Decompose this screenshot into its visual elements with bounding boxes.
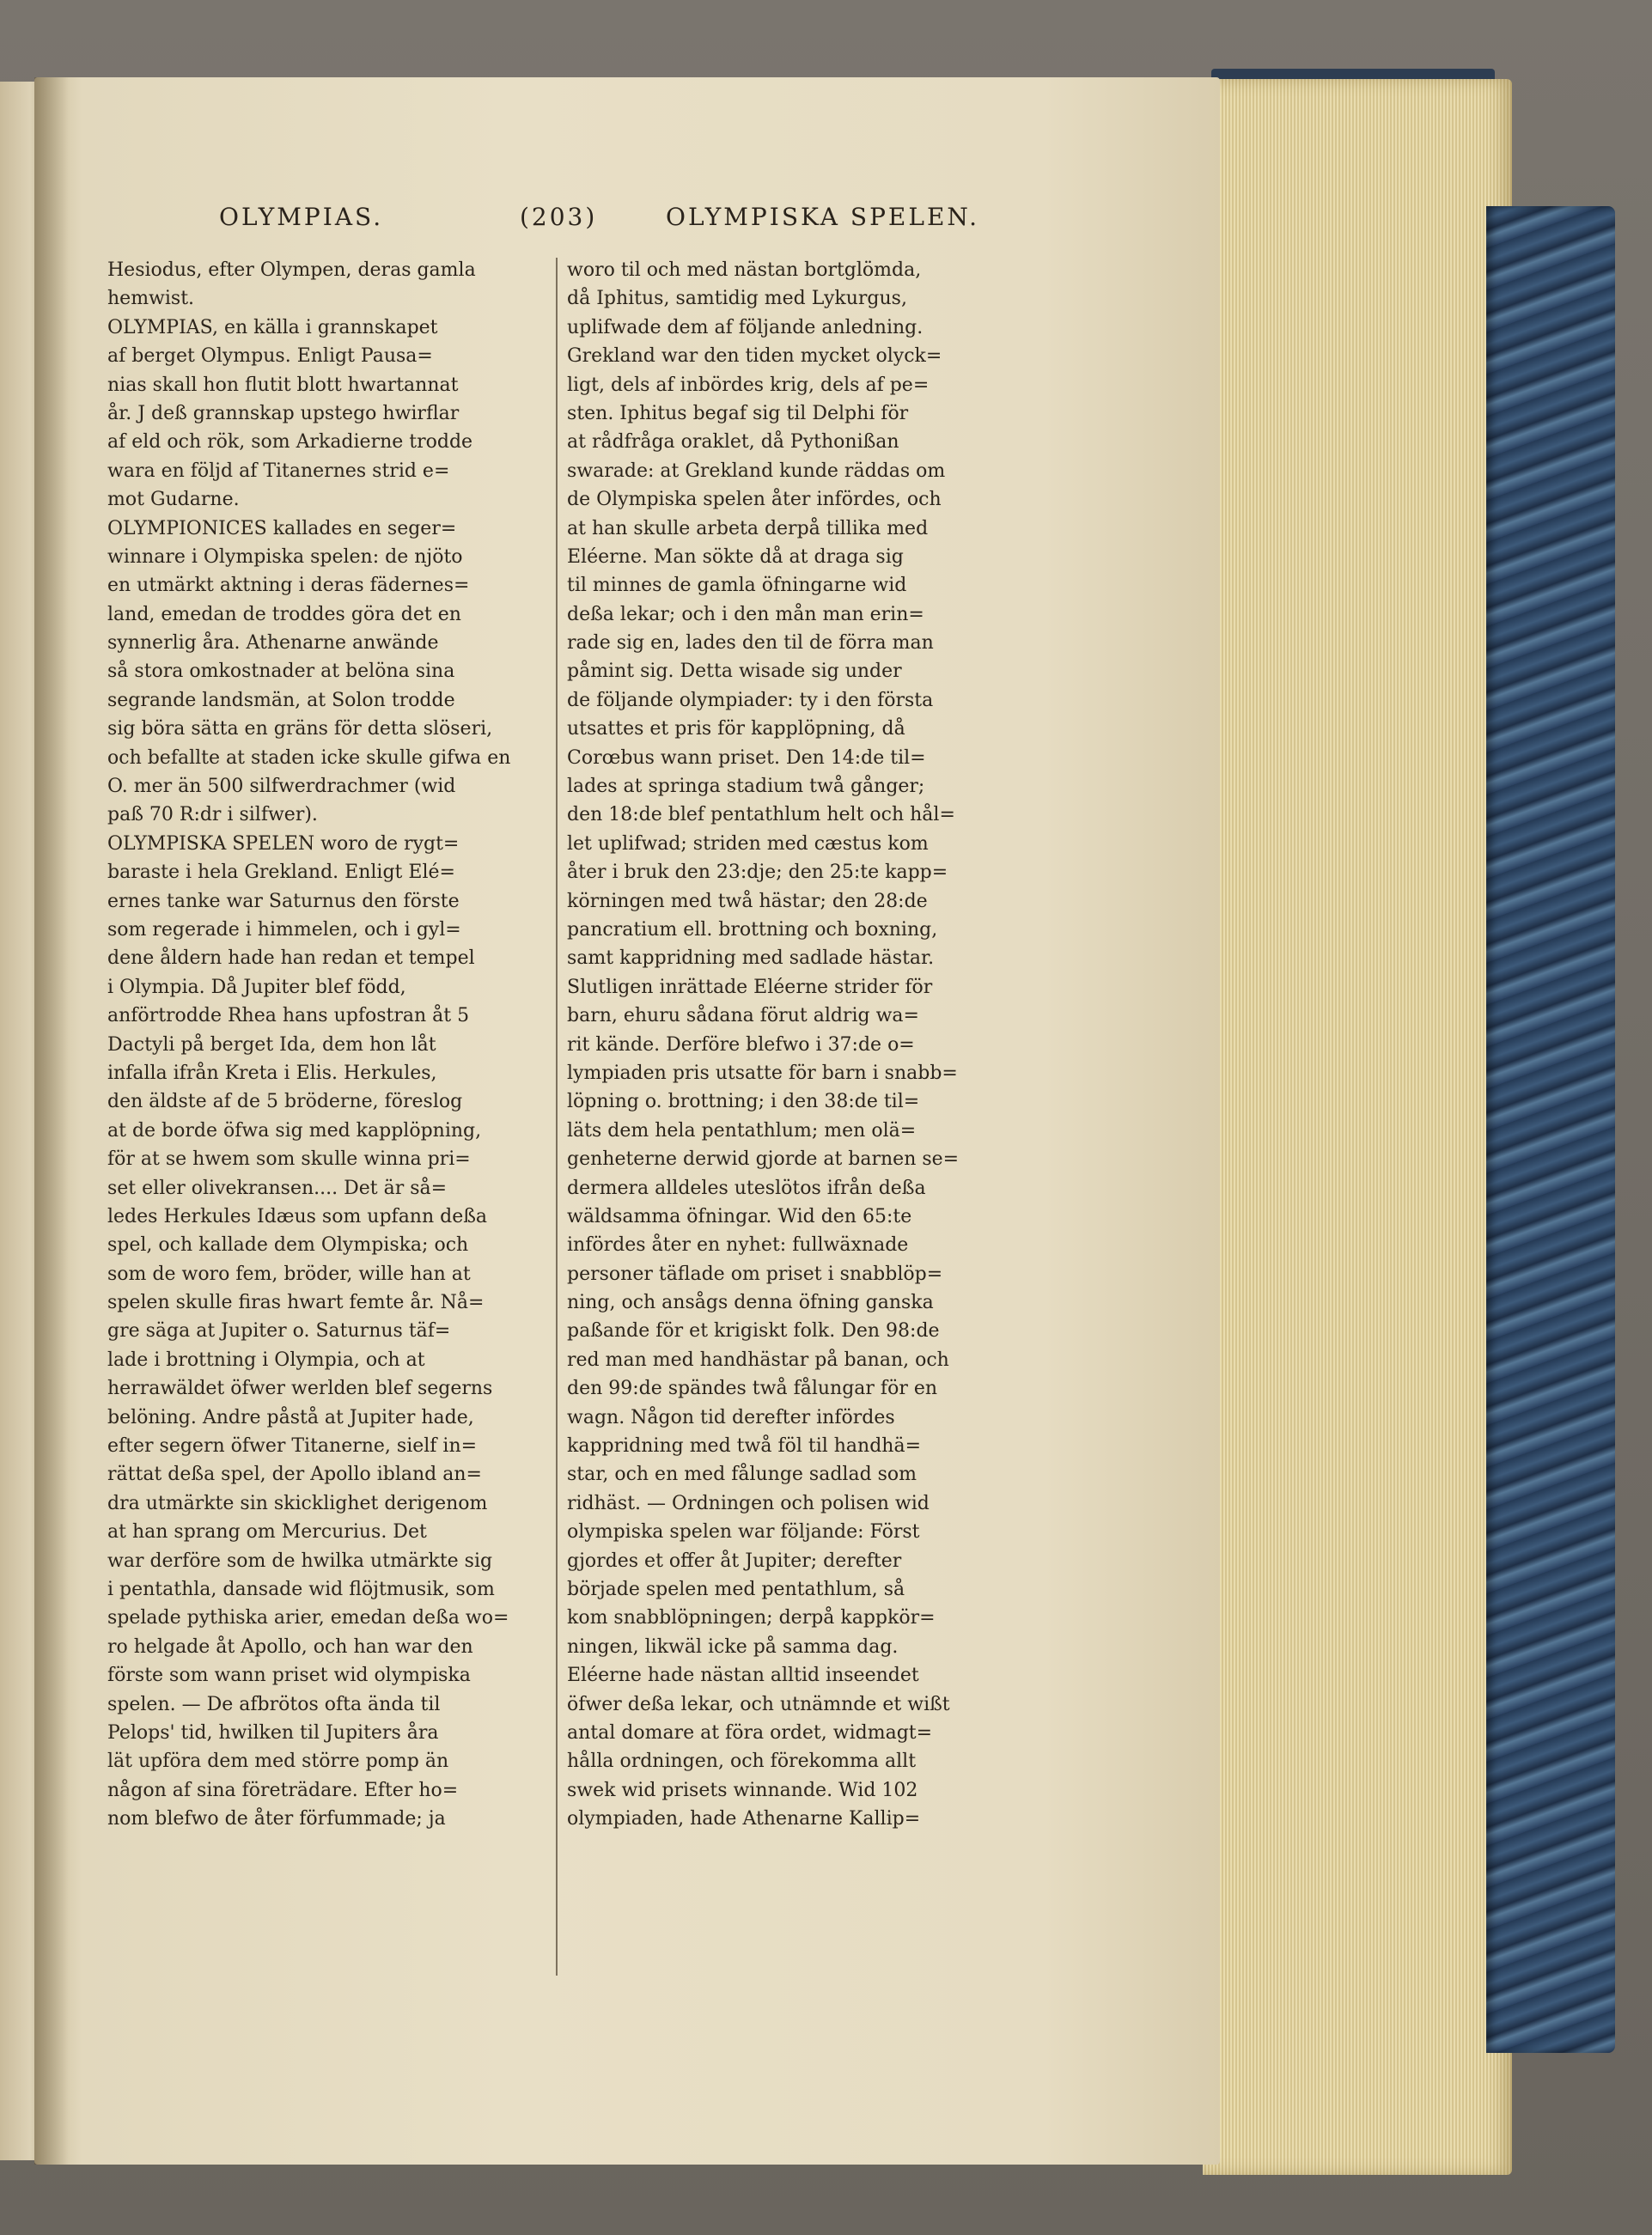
text-line: så stora omkostnader at belöna sina xyxy=(107,661,455,683)
text-line: lympiaden pris utsatte för barn i snabb= xyxy=(567,1062,958,1084)
text-line: i Olympia. Då Jupiter blef född, xyxy=(107,976,406,998)
text-line: war derföre som de hwilka utmärkte sig xyxy=(107,1550,493,1572)
text-line: sten. Iphitus begaf sig til Delphi för xyxy=(567,402,909,424)
text-line: gre säga at Jupiter o. Saturnus täf= xyxy=(107,1320,451,1343)
text-line: Dactyli på berget Ida, dem hon låt xyxy=(107,1033,436,1056)
text-line: pancratium ell. brottning och boxning, xyxy=(567,918,938,941)
text-line: för at se hwem som skulle winna pri= xyxy=(107,1148,471,1171)
text-line: belöning. Andre påstå at Jupiter hade, xyxy=(107,1406,474,1428)
page-gutter-shadow xyxy=(34,77,69,2165)
text-line: någon af sina företrädare. Efter ho= xyxy=(107,1779,459,1801)
text-line: spelen skulle firas hwart femte år. Nå= xyxy=(107,1292,485,1314)
text-line: OLYMPIAS, en källa i grannskapet xyxy=(107,316,438,338)
text-line: segrande landsmän, at Solon trodde xyxy=(107,689,455,711)
text-line: OLYMPISKA SPELEN woro de rygt= xyxy=(107,832,460,855)
text-line: kappridning med twå föl til handhä= xyxy=(567,1435,922,1458)
text-line: läts dem hela pentathlum; men olä= xyxy=(567,1119,917,1142)
text-line: woro til och med nästan bortglömda, xyxy=(567,259,922,281)
text-line: lade i brottning i Olympia, och at xyxy=(107,1349,425,1371)
text-line: rättat deßa spel, der Apollo ibland an= xyxy=(107,1464,482,1486)
text-line: land, emedan de troddes göra det en xyxy=(107,603,461,625)
text-line: at han sprang om Mercurius. Det xyxy=(107,1521,427,1544)
text-line: förste som wann priset wid olympiska xyxy=(107,1665,471,1687)
text-line: personer täflade om priset i snabblöp= xyxy=(567,1263,943,1285)
text-line: körningen med twå hästar; den 28:de xyxy=(567,890,928,912)
text-line: lades at springa stadium twå gånger; xyxy=(567,776,925,798)
text-line: ridhäst. — Ordningen och polisen wid xyxy=(567,1492,930,1514)
text-line: baraste i hela Grekland. Enligt Elé= xyxy=(107,862,455,884)
text-line: som regerade i himmelen, och i gyl= xyxy=(107,918,461,941)
text-line: efter segern öfwer Titanerne, sielf in= xyxy=(107,1435,478,1458)
text-line: rit kände. Derföre blefwo i 37:de o= xyxy=(567,1033,915,1056)
text-line: de Olympiska spelen åter infördes, och xyxy=(567,489,942,511)
text-line: rade sig en, lades den til de förra man xyxy=(567,632,934,655)
text-line: lät upföra dem med större pomp än xyxy=(107,1751,449,1773)
text-line: dermera alldeles uteslötos ifrån deßa xyxy=(567,1177,926,1199)
text-line: uplifwade dem af följande anledning. xyxy=(567,316,924,338)
text-line: utsattes et pris för kapplöpning, då xyxy=(567,718,905,740)
text-line: dra utmärkte sin skicklighet derigenom xyxy=(107,1492,488,1514)
text-line: star, och en med fålunge sadlad som xyxy=(567,1464,917,1486)
text-line: Eléerne hade nästan alltid inseendet xyxy=(567,1665,919,1687)
text-line: let uplifwad; striden med cæstus kom xyxy=(567,832,929,855)
text-line: löpning o. brottning; i den 38:de til= xyxy=(567,1091,920,1113)
text-line: som de woro fem, bröder, wille han at xyxy=(107,1263,471,1285)
text-line: spelen. — De afbrötos ofta ända til xyxy=(107,1693,441,1715)
text-line: Slutligen inrättade Eléerne strider för xyxy=(567,976,933,998)
text-line: OLYMPIONICES kallades en seger= xyxy=(107,517,457,539)
book-page-edges xyxy=(1203,79,1512,2175)
right-text-column xyxy=(567,256,1070,1833)
text-line: synnerlig åra. Athenarne anwände xyxy=(107,632,439,655)
text-line: at de borde öfwa sig med kapplöpning, xyxy=(107,1119,482,1142)
text-line: påmint sig. Detta wisade sig under xyxy=(567,661,902,683)
text-line: wäldsamma öfningar. Wid den 65:te xyxy=(567,1205,912,1227)
text-line: nias skall hon flutit blott hwartannat xyxy=(107,374,459,396)
text-line: den äldste af de 5 bröderne, föreslog xyxy=(107,1091,463,1113)
text-line: sig böra sätta en gräns för detta slöseri, xyxy=(107,718,493,740)
column-divider xyxy=(556,258,558,1976)
text-line: at rådfråga oraklet, då Pythonißan xyxy=(567,431,899,454)
text-line: barn, ehuru sådana förut aldrig wa= xyxy=(567,1005,919,1027)
running-head-left: OLYMPIAS. xyxy=(219,203,384,231)
text-line: swarade: at Grekland kunde räddas om xyxy=(567,460,946,482)
text-line: ro helgade åt Apollo, och han war den xyxy=(107,1635,473,1658)
text-line: af eld och rök, som Arkadierne trodde xyxy=(107,431,473,454)
text-line: ningen, likwäl icke på samma dag. xyxy=(567,1635,899,1658)
text-line: dene åldern hade han redan et tempel xyxy=(107,947,475,970)
text-line: wara en följd af Titanernes strid e= xyxy=(107,460,450,482)
text-line: swek wid prisets winnande. Wid 102 xyxy=(567,1779,918,1801)
text-line: och befallte at staden icke skulle gifwa en xyxy=(107,746,511,769)
text-line: spelade pythiska arier, emedan deßa wo= xyxy=(107,1607,509,1629)
text-line: set eller olivekransen.... Det är så= xyxy=(107,1177,448,1199)
text-line: öfwer deßa lekar, och utnämnde et wißt xyxy=(567,1693,950,1715)
text-line: spel, och kallade dem Olympiska; och xyxy=(107,1234,469,1257)
left-text-column xyxy=(107,256,554,1833)
text-line: gjordes et offer åt Jupiter; derefter xyxy=(567,1550,902,1572)
text-line: en utmärkt aktning i deras fädernes= xyxy=(107,575,470,597)
text-line: började spelen med pentathlum, så xyxy=(567,1578,905,1600)
text-line: deßa lekar; och i den mån man erin= xyxy=(567,603,924,625)
text-line: Pelops' tid, hwilken til Jupiters åra xyxy=(107,1721,439,1744)
text-line: Grekland war den tiden mycket olyck= xyxy=(567,345,942,368)
text-line: infördes åter en nyhet: fullwäxnade xyxy=(567,1234,909,1257)
text-line: herrawäldet öfwer werlden blef segerns xyxy=(107,1378,493,1400)
text-line: Hesiodus, efter Olympen, deras gamla xyxy=(107,259,476,281)
text-line: hemwist. xyxy=(107,288,195,310)
text-line: antal domare at föra ordet, widmagt= xyxy=(567,1721,933,1744)
text-line: at han skulle arbeta derpå tillika med xyxy=(567,517,929,539)
text-line: hålla ordningen, och förekomma allt xyxy=(567,1751,917,1773)
text-line: mot Gudarne. xyxy=(107,489,240,511)
running-head-right: OLYMPISKA SPELEN. xyxy=(666,203,980,231)
text-line: åter i bruk den 23:dje; den 25:te kapp= xyxy=(567,862,948,884)
text-line: de följande olympiader: ty i den första xyxy=(567,689,934,711)
text-line: Eléerne. Man sökte då at draga sig xyxy=(567,545,904,568)
text-line: i pentathla, dansade wid flöjtmusik, som xyxy=(107,1578,495,1600)
text-line: den 99:de spändes twå fålungar för en xyxy=(567,1378,938,1400)
text-line: nom blefwo de åter förfummade; ja xyxy=(107,1808,446,1830)
text-line: då Iphitus, samtidig med Lykurgus, xyxy=(567,288,907,310)
text-line: O. mer än 500 silfwerdrachmer (wid xyxy=(107,776,456,798)
text-line: wagn. Någon tid derefter infördes xyxy=(567,1406,895,1428)
text-line: kom snabblöpningen; derpå kappkör= xyxy=(567,1607,936,1629)
text-line: ning, och ansågs denna öfning ganska xyxy=(567,1292,934,1314)
text-line: paßande för et krigiskt folk. Den 98:de xyxy=(567,1320,940,1343)
text-line: ernes tanke war Saturnus den förste xyxy=(107,890,460,912)
text-line: ledes Herkules Idæus som upfann deßa xyxy=(107,1205,488,1227)
text-line: olympiaden, hade Athenarne Kallip= xyxy=(567,1808,921,1830)
text-line: genheterne derwid gjorde at barnen se= xyxy=(567,1148,960,1171)
text-line: af berget Olympus. Enligt Pausa= xyxy=(107,345,433,368)
text-line: paß 70 R:dr i silfwer). xyxy=(107,804,318,826)
text-line: år. J deß grannskap upstego hwirflar xyxy=(107,402,460,424)
page-number: (203) xyxy=(520,203,598,231)
text-line: winnare i Olympiska spelen: de njöto xyxy=(107,545,463,568)
text-line: ligt, dels af inbördes krig, dels af pe= xyxy=(567,374,930,396)
text-line: Corœbus wann priset. Den 14:de til= xyxy=(567,746,926,769)
text-line: den 18:de blef pentathlum helt och hål= xyxy=(567,804,955,826)
text-line: red man med handhästar på banan, och xyxy=(567,1349,949,1371)
text-line: samt kappridning med sadlade hästar. xyxy=(567,947,935,970)
book-marbled-cover xyxy=(1486,206,1615,2053)
text-line: til minnes de gamla öfningarne wid xyxy=(567,575,907,597)
text-line: anförtrodde Rhea hans upfostran åt 5 xyxy=(107,1005,470,1027)
text-line: infalla ifrån Kreta i Elis. Herkules, xyxy=(107,1062,437,1084)
text-line: olympiska spelen war följande: Först xyxy=(567,1521,920,1544)
